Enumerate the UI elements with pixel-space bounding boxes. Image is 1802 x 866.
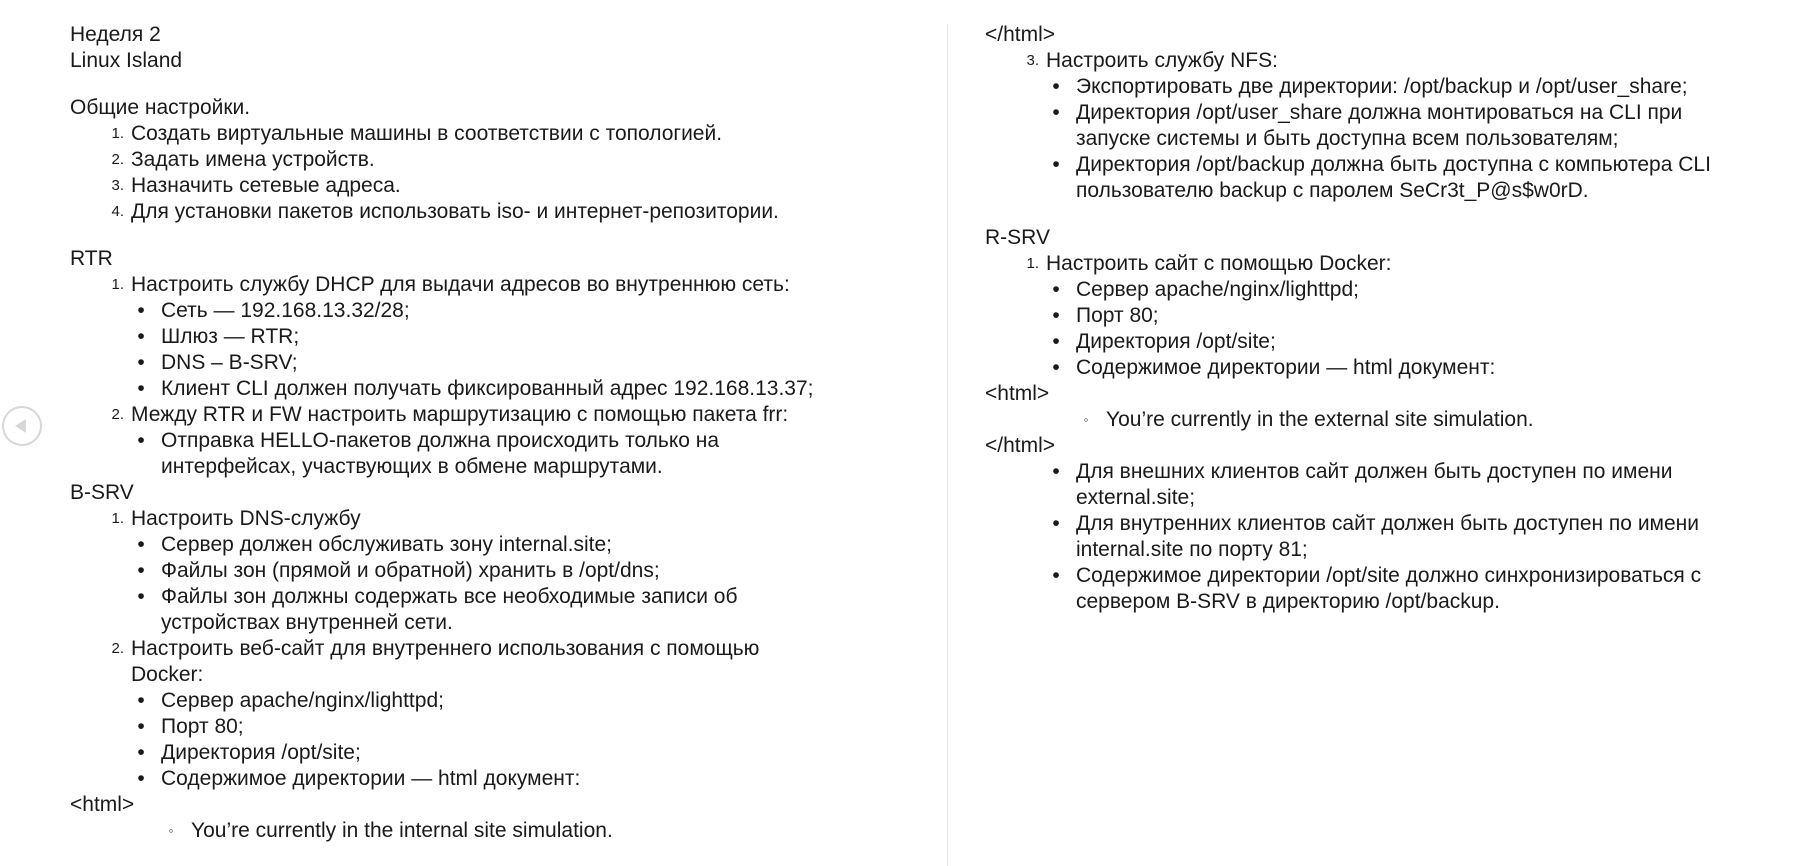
bullet-item: • Директория /opt/user_share должна монтироваться на CLI при [1052, 101, 1683, 124]
rtr-heading: RTR [70, 247, 113, 270]
bullet-item: • Клиент CLI должен получать фиксированный адрес 192.168.13.37; [137, 377, 814, 400]
r-srv-heading: R-SRV [985, 226, 1050, 249]
bullet-item: • Сервер apache/nginx/lighttpd; [137, 689, 444, 712]
bullet-item: • Сервер apache/nginx/lighttpd; [1052, 278, 1359, 301]
list-item: 3. Настроить службу NFS: [1026, 49, 1278, 72]
bullet-item: • Порт 80; [1052, 304, 1159, 327]
bullet-item: • Содержимое директории — html документ: [137, 767, 581, 790]
bullet-item-continuation: устройствах внутренней сети. [161, 611, 453, 634]
previous-page-arrow-icon[interactable] [2, 406, 42, 446]
bullet-item: • Для внутренних клиентов сайт должен быть доступен по имени [1052, 512, 1699, 535]
bullet-item-continuation: пользователю backup с паролем SeCr3t_P@s$w0rD. [1076, 179, 1589, 202]
bullet-item-continuation: сервером B-SRV в директорию /opt/backup. [1076, 590, 1500, 613]
right-column [985, 22, 1800, 615]
html-open-tag: <html> [70, 793, 135, 816]
document-title: Linux Island [70, 49, 183, 72]
bullet-item: • Шлюз — RTR; [137, 325, 300, 348]
bullet-item: • DNS – B-SRV; [137, 351, 298, 374]
bullet-item-continuation: запуске системы и быть доступна всем пользователям; [1076, 127, 1619, 150]
bullet-item: • Директория /opt/backup должна быть доступна с компьютера CLI [1052, 153, 1711, 176]
bullet-item: • Сервер должен обслуживать зону internal.site; [137, 533, 613, 556]
bullet-item: • Сеть — 192.168.13.32/28; [137, 299, 410, 322]
list-item-continuation: Docker: [131, 663, 204, 686]
general-settings-heading: Общие настройки. [70, 96, 251, 119]
bullet-item: • Экспортировать две директории: /opt/backup и /opt/user_share; [1052, 75, 1688, 98]
bullet-item: • Отправка HELLO-пакетов должна происходить только на [137, 429, 720, 452]
list-item: 1. Настроить службу DHCP для выдачи адресов во внутреннюю сеть: [111, 273, 790, 296]
html-content-item: ◦ You’re currently in the external site simulation. [1083, 408, 1534, 431]
html-open-tag: <html> [985, 382, 1050, 405]
bullet-item-continuation: интерфейсах, участвующих в обмене маршрутами. [161, 455, 663, 478]
week-label: Неделя 2 [70, 23, 161, 46]
left-column [70, 22, 930, 844]
bullet-item-continuation: external.site; [1076, 486, 1196, 509]
bullet-item: • Содержимое директории — html документ: [1052, 356, 1496, 379]
html-close-tag: </html> [985, 434, 1056, 457]
list-item: 4. Для установки пакетов использовать iso- и интернет-репозитории. [111, 200, 779, 223]
bullet-item: • Файлы зон (прямой и обратной) хранить в /opt/dns; [137, 559, 660, 582]
list-item: 1. Настроить сайт с помощью Docker: [1026, 252, 1392, 275]
bullet-item: • Директория /opt/site; [1052, 330, 1276, 353]
list-item: 2. Настроить веб-сайт для внутреннего использования с помощью [111, 637, 760, 660]
list-item: 1. Создать виртуальные машины в соответствии с топологией. [111, 122, 723, 145]
html-close-tag: </html> [985, 23, 1056, 46]
list-item: 1. Настроить DNS-службу [111, 507, 361, 530]
list-item: 2. Задать имена устройств. [111, 148, 375, 171]
bullet-item: • Файлы зон должны содержать все необходимые записи об [137, 585, 738, 608]
bullet-item: • Директория /opt/site; [137, 741, 361, 764]
bullet-item-continuation: internal.site по порту 81; [1076, 538, 1308, 561]
bullet-item: • Для внешних клиентов сайт должен быть доступен по имени [1052, 460, 1673, 483]
bullet-item: • Содержимое директории /opt/site должно синхронизироваться с [1052, 564, 1702, 587]
b-srv-heading: B-SRV [70, 481, 134, 504]
column-divider [947, 24, 948, 866]
html-content-item: ◦ You’re currently in the internal site simulation. [168, 819, 613, 842]
bullet-item: • Порт 80; [137, 715, 244, 738]
list-item: 3. Назначить сетевые адреса. [111, 174, 401, 197]
list-item: 2. Между RTR и FW настроить маршрутизацию с помощью пакета frr: [111, 403, 789, 426]
